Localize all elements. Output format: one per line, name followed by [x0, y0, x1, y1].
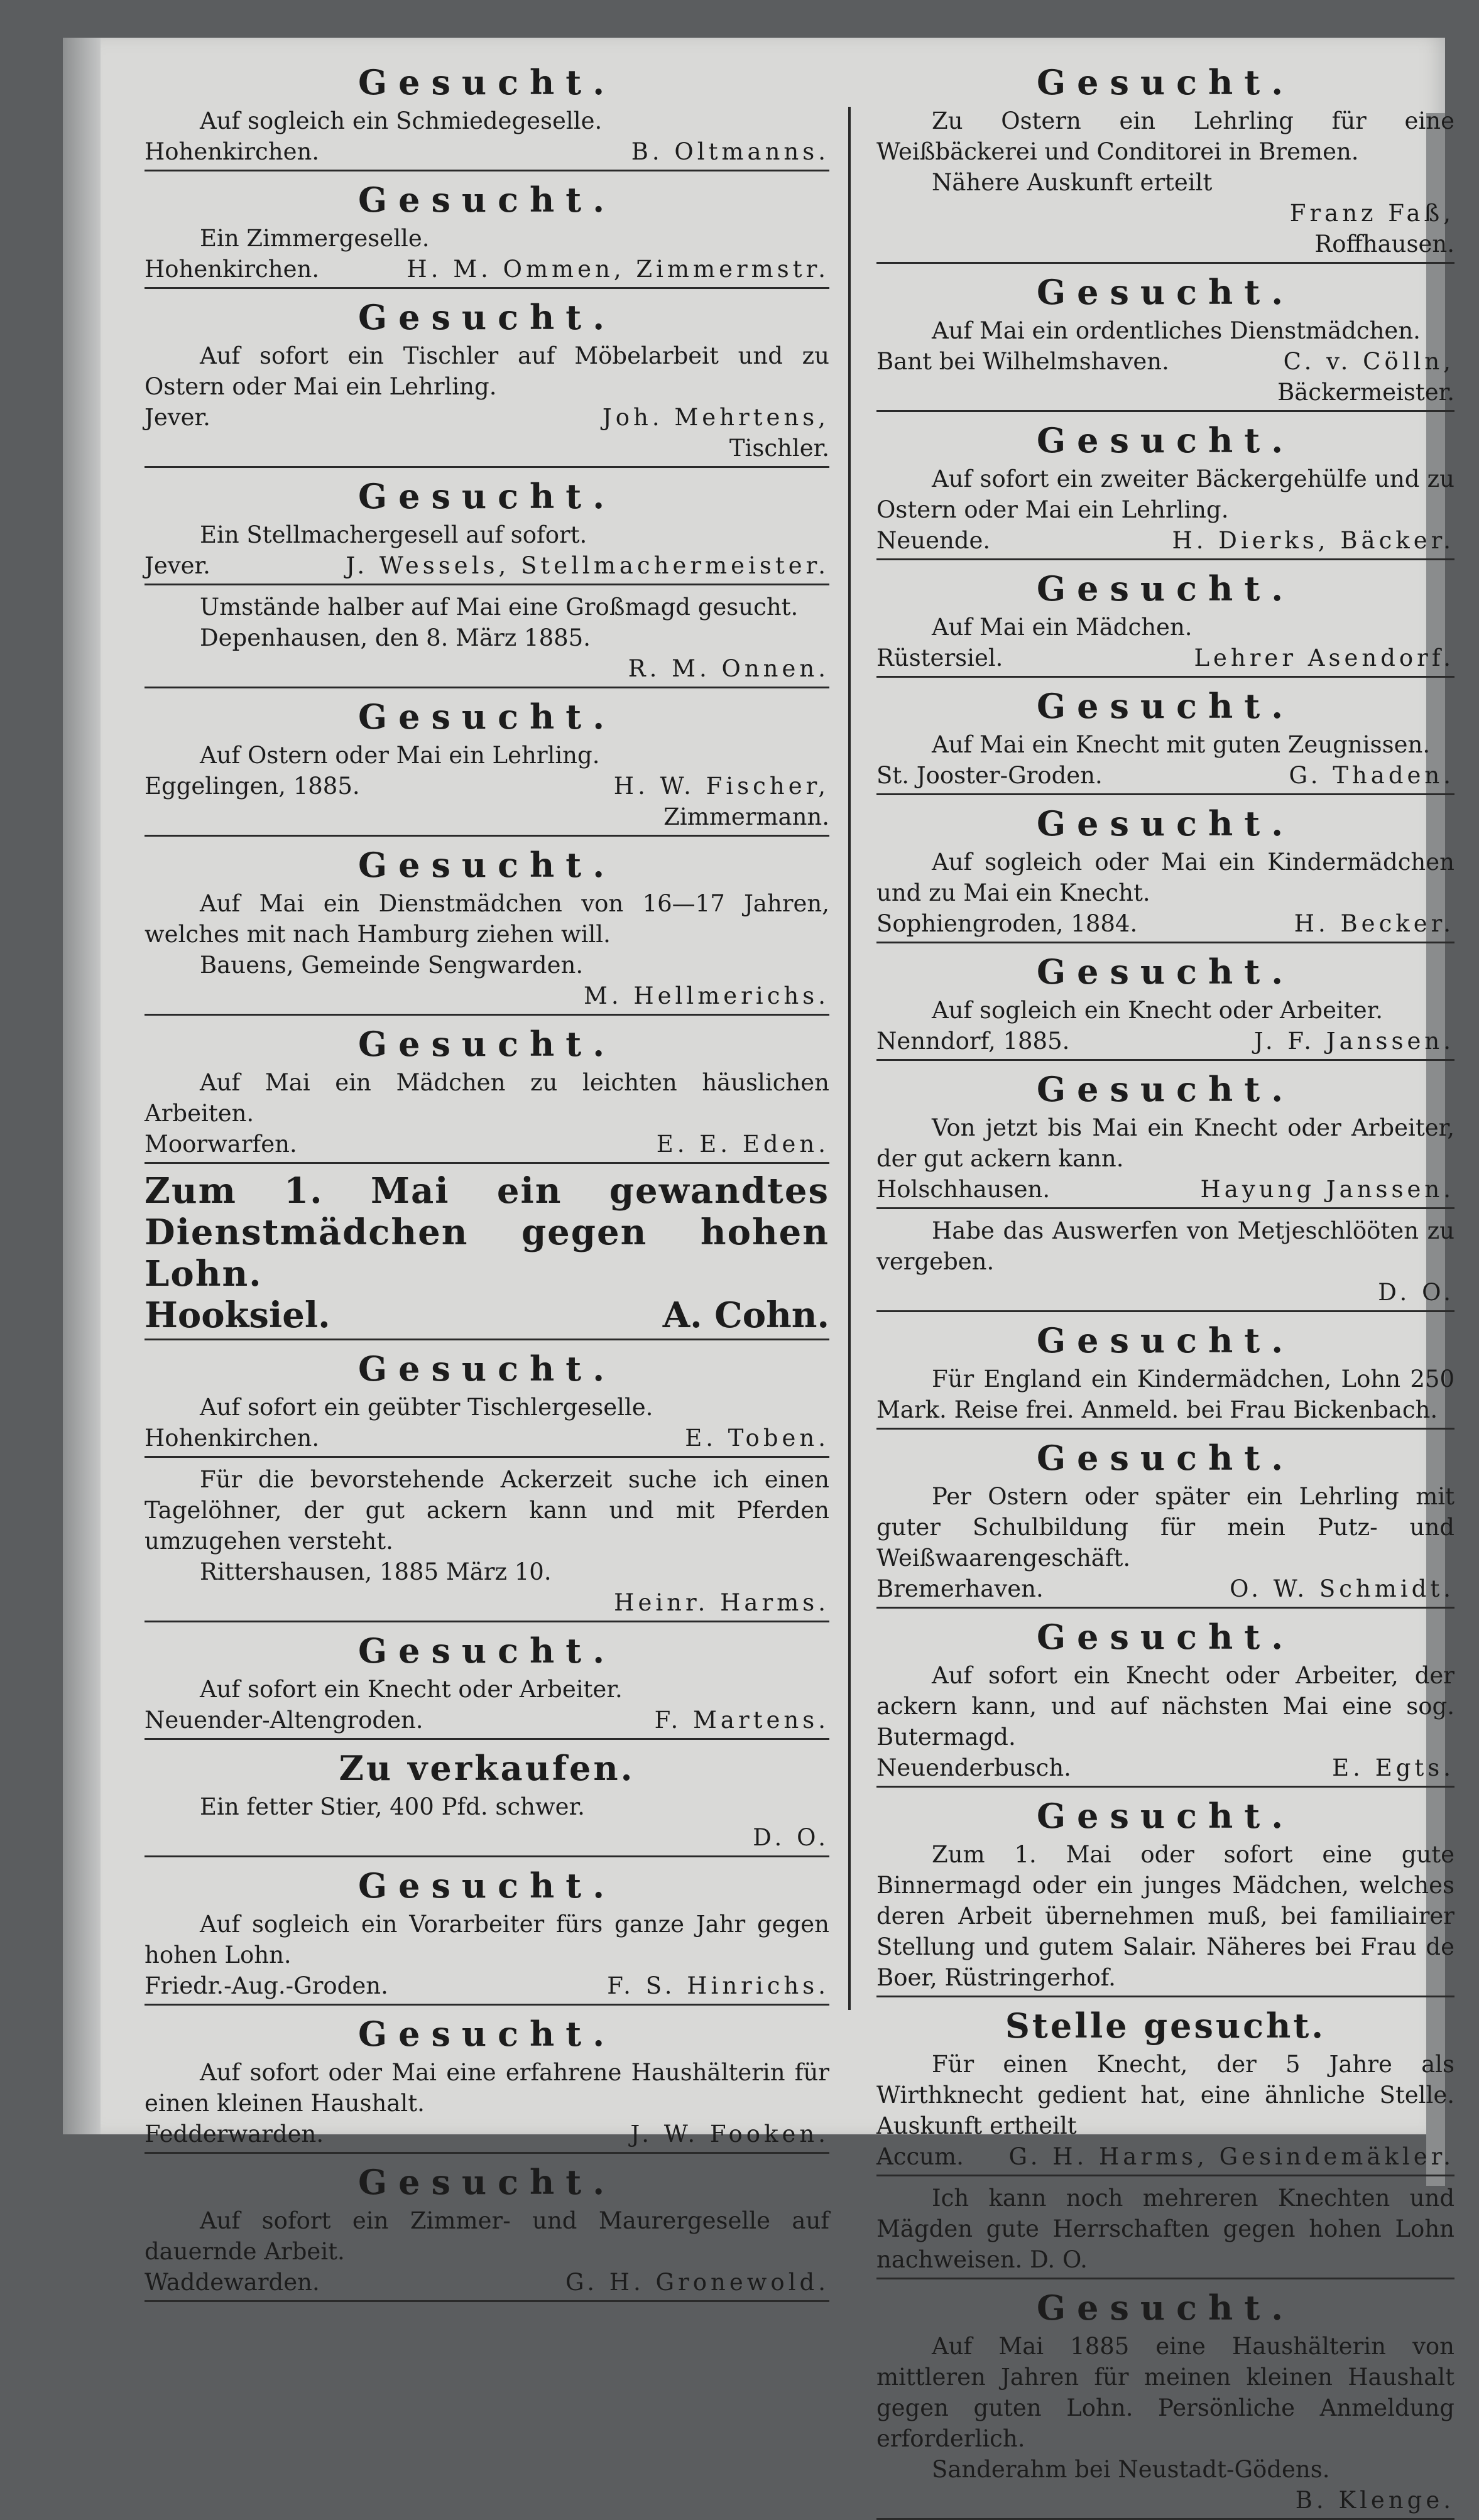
ad-signature: [876, 525, 1454, 556]
ad-name: J. W. Fooken.: [630, 2121, 829, 2148]
ad-name: H. W. Fischer,: [613, 773, 829, 800]
advertisement: [876, 2004, 1454, 2176]
ad-title: Roffhausen.: [1314, 231, 1454, 258]
ad-name: E. E. Eden.: [656, 1131, 829, 1158]
advertisement: [876, 1794, 1454, 1997]
ad-place: Moorwarfen.: [145, 1131, 297, 1158]
advertisement: [145, 178, 829, 289]
ad-name: H. M. Ommen, Zimmermstr.: [407, 256, 829, 283]
ad-name: Franz Faß,: [1289, 200, 1454, 227]
ad-signature: [145, 550, 829, 581]
ad-signature: [876, 2485, 1454, 2516]
ad-place: Neuender-Altengroden.: [145, 1707, 423, 1734]
ad-name: Heinr. Harms.: [614, 1589, 829, 1616]
ad-text: Auf sofort ein Knecht oder Arbeiter, der ackern kann, und auf nächsten Mai eine sog. Butermagd.: [876, 1662, 1454, 1751]
advertisement: [145, 2012, 829, 2154]
ad-text: Ein Stellmachergesell auf sofort.: [200, 521, 587, 548]
ad-text: Ein Zimmergeselle.: [200, 225, 430, 252]
ad-place: Friedr.-Aug.-Groden.: [145, 1972, 388, 1999]
ad-text: Auf sofort ein Tischler auf Möbelarbeit und zu Ostern oder Mai ein Lehrling.: [145, 342, 829, 400]
advertisement: [876, 1067, 1454, 1209]
advertisement: [876, 684, 1454, 795]
ad-heading: Gesucht.: [357, 845, 616, 885]
advertisement: [145, 474, 829, 585]
ad-signature: [876, 346, 1454, 377]
ad-place: Holschhausen.: [876, 1176, 1051, 1203]
ad-heading: Gesucht.: [1036, 62, 1295, 102]
ad-name: H. Dierks, Bäcker.: [1172, 527, 1454, 554]
ad-signature: [876, 1752, 1454, 1783]
ad-signature: [876, 1277, 1454, 1308]
ad-text: Zum 1. Mai oder sofort eine gute Binnermagd oder ein junges Mädchen, welches deren Arbeit übernehmen muß, bei familiairer Stellung und gutem Salair. Näheres bei Frau de Boer, Rüstringerhof.: [876, 1841, 1454, 1991]
ad-signature: [145, 1970, 829, 2001]
ad-text: Auf Ostern oder Mai ein Lehrling.: [200, 742, 600, 769]
advertisement: [876, 950, 1454, 1061]
advertisement: [145, 295, 829, 468]
ad-place: Rüstersiel.: [876, 644, 1003, 671]
ad-place: Hohenkirchen.: [145, 1425, 320, 1452]
ad-heading: Gesucht.: [1036, 686, 1295, 726]
ad-name: H. Becker.: [1294, 910, 1454, 937]
ad-signature: [876, 198, 1454, 229]
ad-text: Nähere Auskunft erteilt: [932, 169, 1213, 196]
ad-text: Habe das Auswerfen von Metjeschlööten zu vergeben.: [876, 1217, 1454, 1275]
ad-text: Auf sogleich ein Schmiedegeselle.: [200, 107, 603, 134]
ad-signature: [876, 1026, 1454, 1056]
advertisement: [145, 1347, 829, 1458]
ad-heading: Stelle gesucht.: [1005, 2006, 1326, 2046]
ad-name: B. Oltmanns.: [631, 138, 829, 165]
ad-heading: Gesucht.: [1036, 420, 1295, 460]
ad-text: Auf Mai ein Knecht mit guten Zeugnissen.: [932, 731, 1431, 758]
ad-heading: Zu verkaufen.: [339, 1748, 635, 1788]
ad-signature: [145, 1587, 829, 1618]
ad-name: M. Hellmerichs.: [583, 982, 829, 1009]
column-divider: [848, 107, 851, 2010]
ad-place: Eggelingen, 1885.: [145, 773, 360, 800]
ad-text: Von jetzt bis Mai ein Knecht oder Arbeiter, der gut ackern kann.: [876, 1114, 1454, 1172]
ad-heading: Gesucht.: [1036, 1320, 1295, 1360]
ad-signature: [145, 1295, 829, 1336]
ad-name: F. Martens.: [654, 1707, 829, 1734]
ad-place: Sophiengroden, 1884.: [876, 910, 1138, 937]
ad-heading: Gesucht.: [357, 62, 616, 102]
ad-place: Fedderwarden.: [145, 2121, 324, 2148]
ad-place: Bant bei Wilhelmshaven.: [876, 348, 1169, 375]
ad-place: Neuende.: [876, 527, 991, 554]
ad-text: Für einen Knecht, der 5 Jahre als Wirthknecht gedient hat, eine ähnliche Stelle. Auskunft ertheilt: [876, 2051, 1454, 2139]
ad-text: Rittershausen, 1885 März 10.: [200, 1558, 552, 1585]
ad-place: Jever.: [145, 552, 210, 579]
ad-title: Zimmermann.: [663, 803, 829, 830]
ad-heading: Gesucht.: [357, 297, 616, 337]
ad-signature: [145, 254, 829, 285]
ad-signature: [876, 1573, 1454, 1604]
ad-heading: Gesucht.: [1036, 1796, 1295, 1836]
ad-name: Lehrer Asendorf.: [1194, 644, 1454, 671]
ad-place: Jever.: [145, 404, 210, 431]
ad-signature: [145, 1822, 829, 1853]
advertisement: [145, 60, 829, 171]
advertisement: [876, 60, 1454, 264]
ad-place: Bremerhaven.: [876, 1575, 1044, 1602]
ad-name: O. W. Schmidt.: [1230, 1575, 1454, 1602]
ad-text: Auf Mai ein ordentliches Dienstmädchen.: [932, 317, 1421, 344]
advertisement: [876, 1615, 1454, 1788]
advertisement: [876, 270, 1454, 412]
advertisement: [145, 1464, 829, 1622]
ad-text: Auf Mai ein Mädchen.: [932, 614, 1192, 641]
ad-signature: [145, 1705, 829, 1735]
ad-title: Bäckermeister.: [1277, 379, 1454, 406]
ad-signature: [145, 2267, 829, 2298]
advertisement: [876, 418, 1454, 560]
ad-heading: Gesucht.: [1036, 2288, 1295, 2328]
ad-text: Auf sogleich ein Knecht oder Arbeiter.: [932, 997, 1383, 1024]
advertisement: [876, 1318, 1454, 1430]
ad-name: G. H. Harms, Gesindemäkler.: [1008, 2143, 1454, 2170]
advertisement: [876, 567, 1454, 678]
ad-name: E. Toben.: [685, 1425, 829, 1452]
ad-heading: Gesucht.: [357, 1631, 616, 1671]
ad-name: B. Klenge.: [1295, 2487, 1454, 2514]
ad-place: Hohenkirchen.: [145, 138, 320, 165]
ad-signature: [876, 908, 1454, 939]
ad-signature: [145, 980, 829, 1011]
advertisement: [876, 801, 1454, 943]
ad-text: Sanderahm bei Neustadt-Gödens.: [932, 2456, 1330, 2483]
ad-signature: [145, 136, 829, 167]
ad-text: Auf Mai 1885 eine Haushälterin von mittleren Jahren für meinen kleinen Haushalt gegen guten Lohn. Persönliche Anmeldung erforderlich.: [876, 2333, 1454, 2452]
advertisement: [145, 1170, 829, 1340]
ad-place: Waddewarden.: [145, 2269, 320, 2296]
advertisement: [876, 1215, 1454, 1312]
ad-text: Auf Mai ein Dienstmädchen von 16—17 Jahren, welches mit nach Hamburg ziehen will.: [145, 890, 829, 948]
advertisement: [145, 1629, 829, 1740]
ad-heading: Gesucht.: [357, 2014, 616, 2054]
ad-text: Auf Mai ein Mädchen zu leichten häuslichen Arbeiten.: [145, 1069, 829, 1127]
ad-text: Depenhausen, den 8. März 1885.: [200, 624, 591, 651]
ad-heading: Gesucht.: [1036, 952, 1295, 992]
ad-signature: [876, 643, 1454, 673]
ad-heading: Gesucht.: [357, 1866, 616, 1906]
ad-heading: Gesucht.: [1036, 568, 1295, 609]
ad-name: Joh. Mehrtens,: [602, 404, 829, 431]
ad-place: Neuenderbusch.: [876, 1754, 1071, 1781]
ad-bold-text: Zum 1. Mai ein gewandtes Dienstmädchen gegen hohen Lohn.: [145, 1170, 829, 1295]
ad-name: G. H. Gronewold.: [565, 2269, 829, 2296]
ad-text: Bauens, Gemeinde Sengwarden.: [200, 952, 584, 979]
ad-signature: [876, 2141, 1454, 2172]
ad-heading: Gesucht.: [1036, 1438, 1295, 1478]
advertisement: [876, 1436, 1454, 1609]
ad-text: Für England ein Kindermädchen, Lohn 250 Mark. Reise frei. Anmeld. bei Frau Bickenbach.: [876, 1366, 1454, 1423]
ad-text: Auf sogleich ein Vorarbeiter fürs ganze Jahr gegen hohen Lohn.: [145, 1911, 829, 1969]
ad-text: Zu Ostern ein Lehrling für eine Weißbäckerei und Conditorei in Bremen.: [876, 107, 1454, 165]
ad-signature: [145, 653, 829, 684]
ad-place: Hooksiel.: [145, 1295, 330, 1336]
ad-heading: Gesucht.: [357, 476, 616, 516]
ad-signature: [876, 760, 1454, 791]
ad-heading: Gesucht.: [357, 1349, 616, 1389]
ad-place: Nenndorf, 1885.: [876, 1028, 1070, 1055]
ad-name: A. Cohn.: [662, 1295, 829, 1336]
ad-name: F. S. Hinrichs.: [607, 1972, 829, 1999]
advertisement: [876, 2183, 1454, 2279]
ad-text: Auf sofort oder Mai eine erfahrene Haushälterin für einen kleinen Haushalt.: [145, 2059, 829, 2117]
ad-text: Ich kann noch mehreren Knechten und Mägden gute Herrschaften gegen hohen Lohn nachweisen. D. O.: [876, 2185, 1454, 2273]
advertisement: [145, 2160, 829, 2302]
ad-signature: [145, 1129, 829, 1160]
left-column: [145, 57, 829, 2296]
advertisement: [145, 1746, 829, 1857]
ad-text: Auf sofort ein Zimmer- und Maurergeselle auf dauernde Arbeit.: [145, 2207, 829, 2265]
ad-name: D. O.: [1378, 1279, 1454, 1306]
ad-text: Per Ostern oder später ein Lehrling mit guter Schulbildung für mein Putz- und Weißwaarengeschäft.: [876, 1483, 1454, 1572]
advertisement: [145, 843, 829, 1016]
ad-name: E. Egts.: [1332, 1754, 1454, 1781]
right-column: [876, 57, 1454, 2514]
ad-signature: [145, 1423, 829, 1453]
ad-heading: Gesucht.: [1036, 272, 1295, 312]
ad-heading: Gesucht.: [357, 2162, 616, 2202]
ad-name: J. Wessels, Stellmachermeister.: [346, 552, 829, 579]
ad-text: Auf sofort ein geübter Tischlergeselle.: [200, 1394, 653, 1421]
ad-name: G. Thaden.: [1289, 762, 1454, 789]
ad-heading: Gesucht.: [357, 180, 616, 220]
advertisement: [145, 1864, 829, 2006]
advertisement: [876, 2286, 1454, 2520]
ad-text: Auf sofort ein zweiter Bäckergehülfe und zu Ostern oder Mai ein Lehrling.: [876, 465, 1454, 523]
ad-heading: Gesucht.: [1036, 803, 1295, 844]
ad-place: Hohenkirchen.: [145, 256, 320, 283]
ad-text: Auf sofort ein Knecht oder Arbeiter.: [200, 1676, 623, 1703]
ad-text: Auf sogleich oder Mai ein Kindermädchen und zu Mai ein Knecht.: [876, 849, 1454, 906]
ad-name: Hayung Janssen.: [1200, 1176, 1454, 1203]
ad-place: Accum.: [876, 2143, 964, 2170]
ad-heading: Gesucht.: [1036, 1617, 1295, 1657]
ad-name: C. v. Cölln,: [1283, 348, 1454, 375]
ad-heading: Gesucht.: [1036, 1069, 1295, 1109]
advertisement: [145, 1022, 829, 1164]
ad-text: Ein fetter Stier, 400 Pfd. schwer.: [200, 1793, 585, 1820]
ad-title: Tischler.: [729, 435, 829, 462]
ad-text: Für die bevorstehende Ackerzeit suche ich einen Tagelöhner, der gut ackern kann und mit Pferden umzugehen versteht.: [145, 1466, 829, 1555]
advertisement: [145, 695, 829, 837]
ad-place: St. Jooster-Groden.: [876, 762, 1103, 789]
ad-signature: [876, 1174, 1454, 1205]
advertisement: [145, 592, 829, 688]
ad-signature: [145, 771, 829, 801]
ad-heading: Gesucht.: [357, 1024, 616, 1064]
ad-text: Umstände halber auf Mai eine Großmagd gesucht.: [200, 594, 799, 621]
ad-name: J. F. Janssen.: [1253, 1028, 1454, 1055]
ad-name: R. M. Onnen.: [628, 655, 829, 682]
ad-heading: Gesucht.: [357, 697, 616, 737]
ad-name: D. O.: [753, 1824, 829, 1851]
ad-signature: [145, 402, 829, 433]
